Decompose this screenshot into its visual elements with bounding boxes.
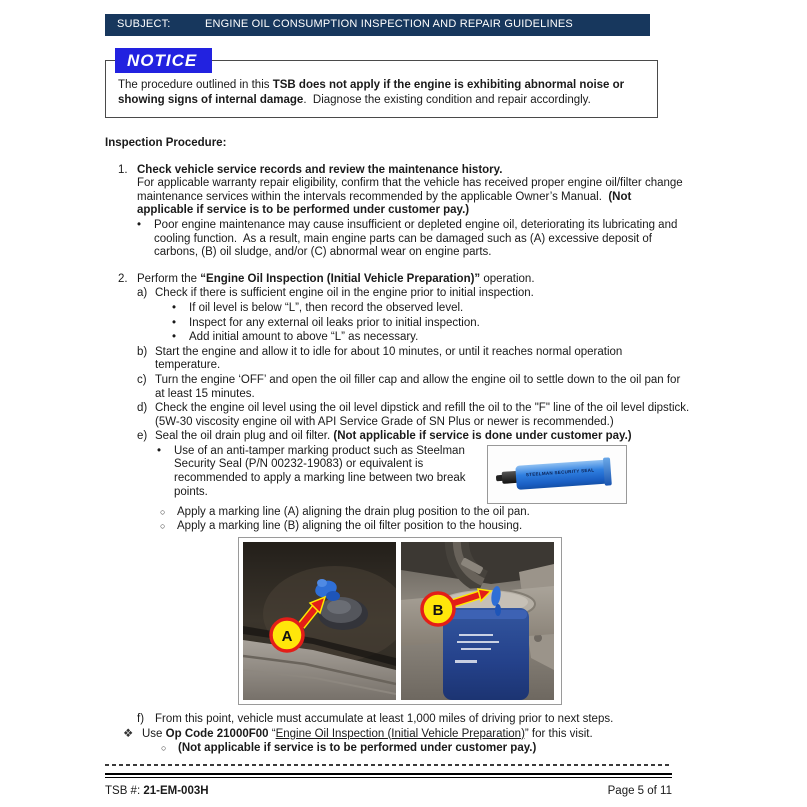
drain-plug-photo: [243, 542, 396, 700]
bullet-icon: •: [172, 316, 177, 329]
circle-bullet-icon: ○: [161, 743, 167, 754]
security-seal-tube: [501, 458, 615, 492]
footer-rule: [105, 773, 672, 778]
step-2b: [137, 346, 690, 373]
oil-filter-illustration: [401, 542, 554, 700]
page-footer: [105, 785, 672, 799]
section-heading: Inspection Procedure:: [105, 137, 227, 149]
dashed-separator: [105, 764, 672, 766]
subject-bar: [105, 14, 650, 36]
tsb-number: [105, 785, 209, 799]
step-2d-label: d): [137, 402, 148, 415]
marking-photos: [238, 537, 562, 705]
step-2e: [137, 430, 690, 444]
step-2f: [137, 713, 690, 727]
step-2c-text: Turn the engine ‘OFF’ and open the oil filler cap and allow the engine oil to settle down to the oil pan for at least 15 minutes.: [155, 373, 681, 400]
step-2a-bullet-2: [172, 317, 690, 331]
op-code-quote-open: “: [268, 727, 276, 740]
step-2a-bullet-3: [172, 331, 690, 345]
step-2b-label: b): [137, 345, 148, 358]
step-1-text: For applicable warranty repair eligibility, confirm that the vehicle has received proper engine oil/filter change maintenance services within the intervals recommended by the applicable Owner’s Manual.: [137, 177, 683, 203]
step-2a-bullet-1-text: If oil level is below “L”, then record the observed level.: [189, 301, 464, 314]
step-2-intro-text: Perform the: [137, 272, 201, 285]
customer-pay-note: [161, 742, 690, 756]
step-1-title: Check vehicle service records and review the maintenance history.: [137, 163, 503, 176]
step-2d: [137, 402, 690, 429]
step-2e-sub-bullet-2: [160, 520, 690, 534]
tsb-number-value: 21-EM-003H: [143, 784, 209, 797]
op-code-tail: ” for this visit.: [524, 727, 593, 740]
step-1-number: 1.: [118, 163, 128, 176]
page-number: Page 5 of 11: [607, 784, 672, 797]
callout-a-label: A: [281, 628, 293, 646]
step-2e-sub-bullet-1: [160, 506, 690, 520]
step-2a: [137, 287, 690, 301]
step-2e-detail: [137, 445, 690, 505]
circle-bullet-icon: ○: [160, 521, 166, 532]
tube-label: STEELMAN SECURITY SEAL: [525, 467, 595, 478]
bullet-icon: •: [172, 301, 177, 314]
step-2b-text: Start the engine and allow it to idle for about 10 minutes, or until it reaches normal operation temperature.: [155, 345, 623, 372]
step-2e-text: Seal the oil drain plug and oil filter.: [155, 430, 334, 443]
step-2e-label: e): [137, 430, 148, 443]
op-code-lead: Use: [142, 727, 166, 740]
step-2d-text: Check the engine oil level using the oil level dipstick and refill the oil to the "F" line of the oil level dipstick. (5W-30 viscosity engine oil with API Service Grade of SN Plus or newer is recommended.): [155, 402, 690, 428]
step-1-bold-note: (Not applicable if service is to be performed under customer pay.): [137, 190, 632, 217]
notice-text: [118, 78, 645, 108]
step-2c: [137, 374, 690, 401]
customer-pay-note-text: (Not applicable if service is to be performed under customer pay.): [178, 742, 537, 755]
step-2c-label: c): [137, 373, 147, 386]
circle-bullet-icon: ○: [160, 506, 166, 517]
op-code-value: Op Code 21000F00: [165, 727, 269, 740]
step-2f-text: From this point, vehicle must accumulate at least 1,000 miles of driving prior to next steps.: [155, 713, 614, 726]
step-2a-bullet-1: [172, 302, 690, 316]
drain-plug-illustration: [243, 542, 396, 700]
step-2f-label: f): [137, 713, 145, 726]
step-2-number: 2.: [118, 272, 128, 285]
step-1-body: [137, 164, 690, 260]
bullet-icon: •: [172, 331, 177, 344]
notice-text-bold: TSB does not apply if the engine is exhibiting abnormal noise or showing signs of internal damage: [118, 79, 625, 106]
notice-section: [105, 51, 658, 118]
notice-badge: NOTICE: [115, 48, 212, 73]
step-1-bullet-text: Poor engine maintenance may cause insufficient or depleted engine oil, deteriorating its lubricating and cooling function. As a result, main engine parts can be damaged such as (A) excessive deposit of carbons, (B) oil sludge, and/or (C) abnormal wear on engine parts.: [154, 218, 678, 259]
diamond-bullet-icon: ❖: [123, 727, 134, 740]
op-code-row: [123, 728, 690, 742]
op-code-text: [142, 728, 593, 742]
step-2-intro: [137, 273, 690, 287]
step-1-paragraph: [137, 177, 690, 218]
step-2a-bullet-2-text: Inspect for any external oil leaks prior to initial inspection.: [189, 316, 480, 329]
step-2e-text-wrap: [155, 430, 690, 444]
notice-text-tail: . Diagnose the existing condition and repair accordingly.: [303, 94, 591, 106]
op-code-operation-name: Engine Oil Inspection (Initial Vehicle Preparation): [275, 727, 525, 740]
oil-filter-photo: [401, 542, 554, 700]
step-1: [105, 164, 690, 260]
step-2-intro-tail: operation.: [480, 272, 535, 285]
subject-label: SUBJECT:: [117, 18, 171, 31]
step-2a-label: a): [137, 287, 148, 300]
step-2e-sub-bullet-1-text: Apply a marking line (A) aligning the drain plug position to the oil pan.: [177, 505, 530, 518]
step-2-operation-name: “Engine Oil Inspection (Initial Vehicle Preparation)”: [200, 272, 481, 285]
step-2a-text: Check if there is sufficient engine oil in the engine prior to initial inspection.: [155, 287, 534, 300]
subject-title: ENGINE OIL CONSUMPTION INSPECTION AND REPAIR GUIDELINES: [205, 18, 573, 31]
step-2-body: [137, 273, 690, 534]
tsb-label: TSB #:: [105, 784, 144, 797]
step-1-bullet: [137, 219, 690, 260]
notice-text-normal: The procedure outlined in this: [118, 79, 273, 91]
step-2e-bullet-text: Use of an anti-tamper marking product such as Steelman Security Seal (P/N 00232-19083) or equivalent is recommended to apply a marking line between two break points.: [174, 444, 466, 498]
step-2a-bullet-3-text: Add initial amount to above “L” as necessary.: [189, 331, 419, 344]
callout-b-label: B: [432, 602, 444, 620]
bullet-icon: •: [137, 218, 142, 231]
tsb-page: [105, 14, 690, 798]
step-2e-bold-note: (Not applicable if service is done under customer pay.): [333, 430, 632, 443]
bullet-icon: •: [157, 444, 162, 457]
tube-end: [603, 457, 612, 485]
step-2: [105, 273, 690, 534]
step-2e-sub-bullet-2-text: Apply a marking line (B) aligning the oil filter position to the housing.: [177, 520, 523, 533]
security-seal-photo: [487, 445, 627, 504]
